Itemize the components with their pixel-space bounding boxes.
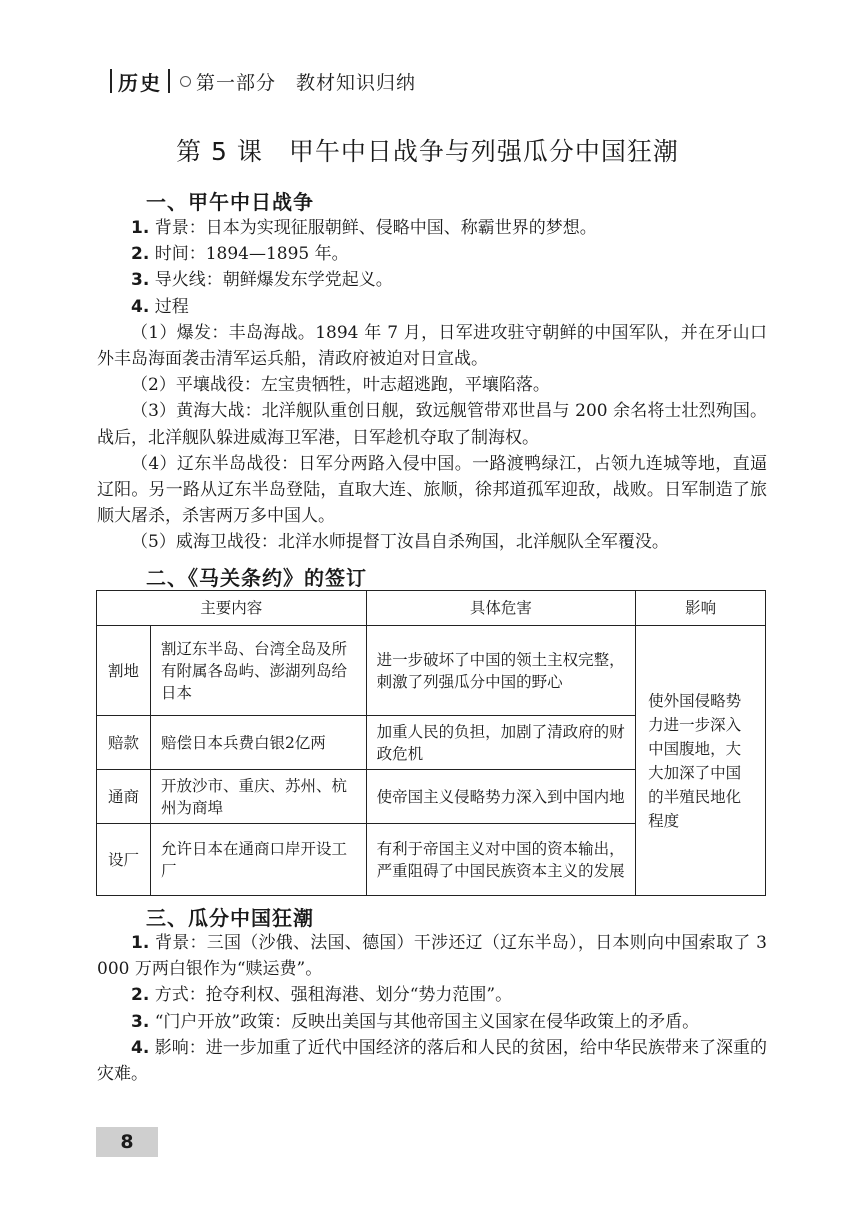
list-item: [97, 294, 767, 320]
item-text: 背景：三国（沙俄、法国、德国）干涉还辽（辽东半岛），日本则向中国索取了 3 000 万两白银作为“赎运费”。: [97, 933, 767, 980]
column-header: 具体危害: [366, 591, 636, 626]
section-heading-2: 二、《马关条约》的签订: [146, 566, 367, 590]
list-item: [97, 267, 767, 293]
harm-cell: 有利于帝国主义对中国的资本输出，严重阻碍了中国民族资本主义的发展: [366, 824, 636, 896]
table-header-row: [97, 591, 766, 626]
section-heading-1: 一、甲午中日战争: [146, 190, 314, 214]
item-text: 时间：1894—1895 年。: [149, 244, 349, 265]
list-item: [97, 215, 767, 241]
list-item: [97, 982, 767, 1008]
list-item: [97, 930, 767, 982]
list-item: [97, 1009, 767, 1035]
item-number: 3.: [131, 270, 150, 291]
header-part: 第一部分: [196, 71, 277, 94]
process-step: （3）黄海大战：北洋舰队重创日舰，致远舰管带邓世昌与 200 余名将士壮烈殉国。战后，北洋舰队躲进威海卫军港，日军趁机夺取了制海权。: [97, 401, 767, 448]
content-cell: 允许日本在通商口岸开设工厂: [150, 824, 366, 896]
category-cell: 赔款: [97, 716, 151, 770]
harm-cell: 进一步破坏了中国的领土主权完整，刺激了列强瓜分中国的野心: [366, 626, 636, 716]
item-text: 导火线：朝鲜爆发东学党起义。: [149, 270, 393, 291]
column-header: 主要内容: [97, 591, 367, 626]
process-step: （5）威海卫战役：北洋水师提督丁汝昌自杀殉国，北洋舰队全军覆没。: [131, 532, 669, 553]
list-item: [97, 1035, 767, 1087]
header-divider: [168, 69, 170, 93]
item-number: 2.: [131, 244, 150, 265]
category-cell: 设厂: [97, 824, 151, 896]
process-step: （4）辽东半岛战役：日军分两路入侵中国。一路渡鸭绿江，占领九连城等地，直逼辽阳。另一路从辽东半岛登陆，直取大连、旅顺，徐邦道孤军迎敌，战败。日军制造了旅顺大屠杀，杀害两万多中国人。: [97, 453, 767, 527]
category-cell: 割地: [97, 626, 151, 716]
header-divider: [110, 69, 112, 93]
table-row: [97, 626, 766, 716]
item-text: 方式：抢夺利权、强租海港、划分“势力范围”。: [149, 985, 513, 1006]
item-text: 背景：日本为实现征服朝鲜、侵略中国、称霸世界的梦想。: [149, 218, 597, 238]
header-topic: 教材知识归纳: [296, 71, 417, 94]
item-text: “门户开放”政策：反映出美国与其他帝国主义国家在侵华政策上的矛盾。: [149, 1011, 700, 1032]
lesson-title: 第 5 课 甲午中日战争与列强瓜分中国狂潮: [176, 137, 679, 166]
item-number: 3.: [131, 1011, 150, 1032]
item-number: 1.: [131, 933, 150, 953]
column-header: 影响: [636, 591, 766, 626]
running-header: [104, 64, 416, 98]
section-1-body: [97, 215, 767, 556]
item-number: 1.: [131, 218, 150, 238]
item-text: 过程: [149, 296, 189, 317]
item-number: 2.: [131, 985, 150, 1006]
content-cell: 赔偿日本兵费白银2亿两: [150, 716, 366, 770]
circle-bullet-icon: [180, 76, 191, 87]
harm-cell: 加重人民的负担，加剧了清政府的财政危机: [366, 716, 636, 770]
category-cell: 通商: [97, 770, 151, 824]
section-heading-3: 三、瓜分中国狂潮: [146, 906, 314, 930]
header-subject: 历史: [118, 70, 162, 95]
section-3-body: [97, 930, 767, 1087]
content-cell: 割辽东半岛、台湾全岛及所有附属各岛屿、澎湖列岛给日本: [150, 626, 366, 716]
process-step: （1）爆发：丰岛海战。1894 年 7 月，日军进攻驻守朝鲜的中国军队，并在牙山口外丰岛海面袭击清军运兵船，清政府被迫对日宣战。: [97, 322, 767, 370]
treaty-table: [96, 590, 766, 896]
harm-cell: 使帝国主义侵略势力深入到中国内地: [366, 770, 636, 824]
item-number: 4.: [131, 296, 150, 317]
process-step: （2）平壤战役：左宝贵牺牲，叶志超逃跑，平壤陷落。: [131, 375, 550, 396]
list-item: [97, 241, 767, 267]
item-text: 影响：进一步加重了近代中国经济的落后和人民的贫困，给中华民族带来了深重的灾难。: [97, 1037, 767, 1085]
page-number: 8: [96, 1127, 158, 1157]
content-cell: 开放沙市、重庆、苏州、杭州为商埠: [150, 770, 366, 824]
influence-cell: 使外国侵略势力进一步深入中国腹地，大大加深了中国的半殖民地化程度: [636, 626, 766, 896]
item-number: 4.: [131, 1037, 150, 1058]
